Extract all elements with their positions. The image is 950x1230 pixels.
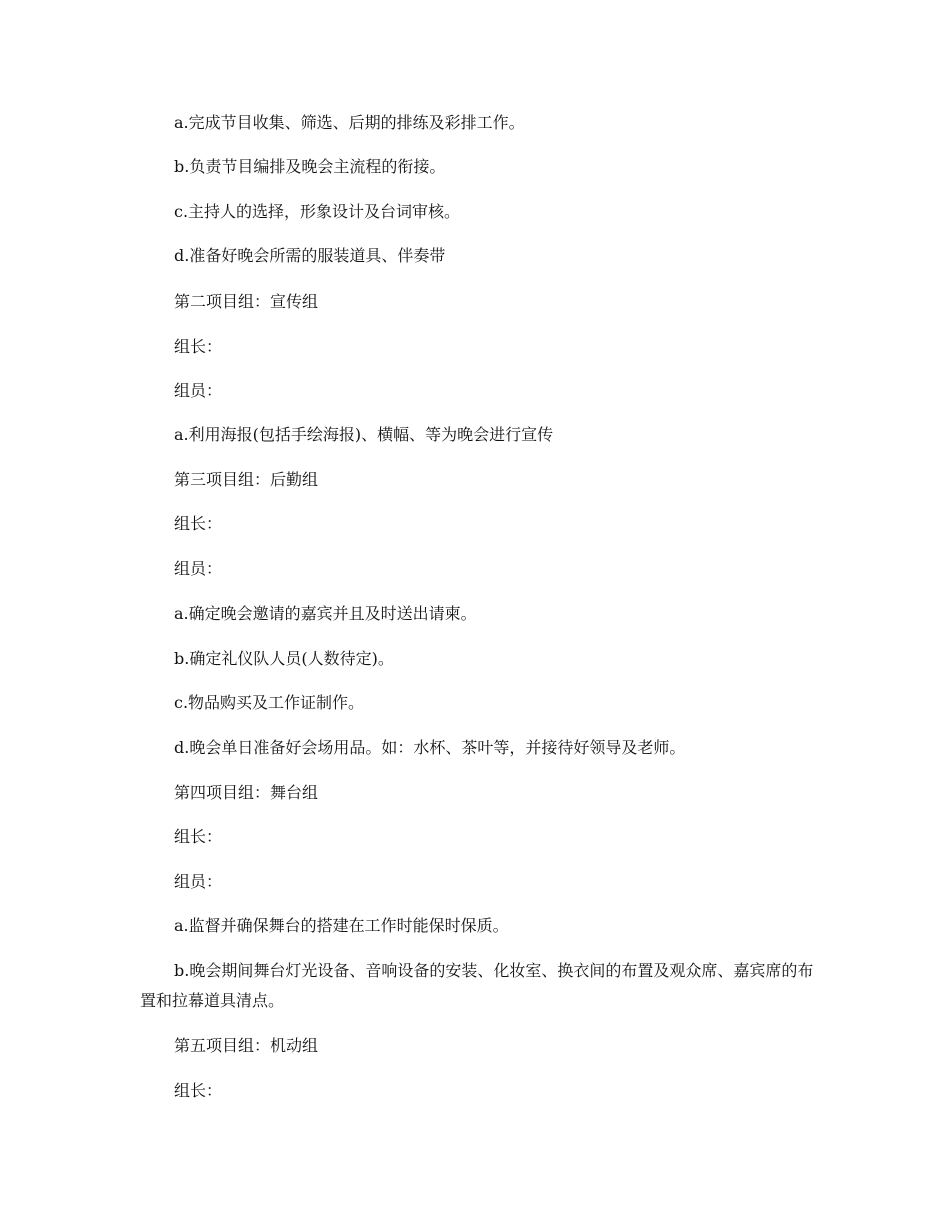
paragraph: c.物品购买及工作证制作。 [174,693,365,712]
paragraph: 组长： [174,337,223,356]
section-heading: 第四项目组：舞台组 [174,783,319,802]
paragraph: 组长： [174,827,223,846]
paragraph: b.确定礼仪队人员(人数待定)。 [174,649,394,668]
paragraph: a.利用海报(包括手绘海报)、横幅、等为晚会进行宣传 [174,425,554,444]
paragraph: d.准备好晚会所需的服装道具、伴奏带 [174,246,446,265]
section-heading: 第二项目组：宣传组 [174,292,319,311]
paragraph: d.晚会单日准备好会场用品。如：水杯、茶叶等，并接待好领导及老师。 [174,738,686,757]
section-heading: 第五项目组：机动组 [174,1036,319,1055]
paragraph: 组长： [174,514,223,533]
paragraph: 组员： [174,872,223,891]
paragraph: a.确定晚会邀请的嘉宾并且及时送出请柬。 [174,604,477,623]
section-heading: 第三项目组：后勤组 [174,470,319,489]
paragraph: 组员： [174,559,223,578]
paragraph: a.完成节目收集、筛选、后期的排练及彩排工作。 [174,113,525,132]
paragraph: b.晚会期间舞台灯光设备、音响设备的安装、化妆室、换衣间的布置及观众席、嘉宾席的布置和拉幕道具清点。 [140,961,814,1010]
paragraph: b.负责节目编排及晚会主流程的衔接。 [174,157,446,176]
paragraph: 组员： [174,381,223,400]
paragraph: c.主持人的选择，形象设计及台词审核。 [174,202,461,221]
paragraph: a.监督并确保舞台的搭建在工作时能保时保质。 [174,916,509,935]
paragraph: 组长： [174,1081,223,1100]
